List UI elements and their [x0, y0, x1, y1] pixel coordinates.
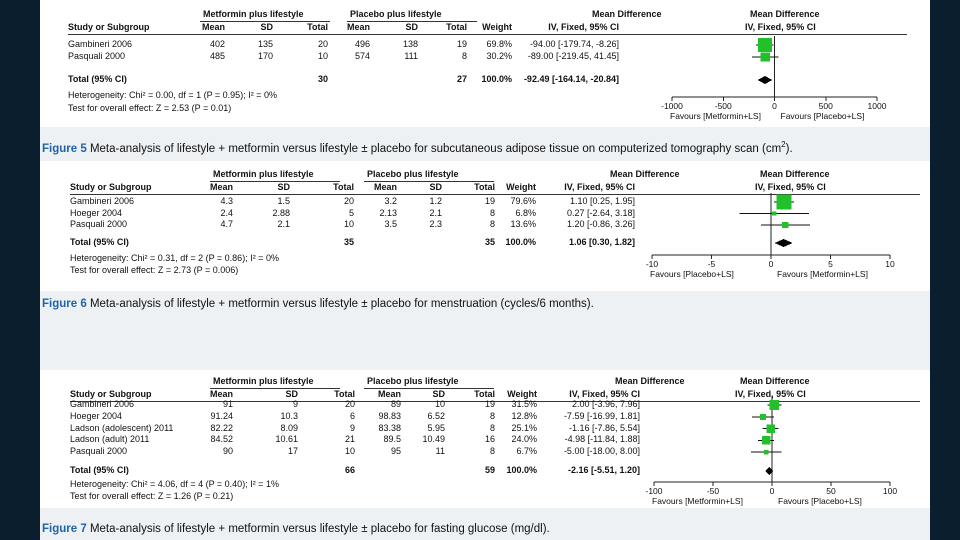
group1-header: Metformin plus lifestyle	[203, 9, 304, 19]
col-header-ci: IV, Fixed, 95% CI	[564, 182, 635, 192]
sd-2-cell: 2.3	[429, 219, 442, 229]
mean-1-cell: 2.4	[220, 207, 233, 218]
total-n1: 35	[343, 237, 354, 247]
sd-1-cell: 10.61	[275, 434, 298, 445]
sd-2-cell: 5.95	[427, 422, 445, 433]
x-axis-tick-label: 0	[772, 101, 777, 111]
col-header-sd-2: SD	[429, 182, 442, 192]
mean-1-cell: 84.52	[210, 434, 233, 445]
overall-effect-text: Test for overall effect: Z = 2.73 (P = 0.006)	[70, 265, 239, 275]
ci-cell: -89.00 [-219.45, 41.45]	[527, 51, 619, 61]
total-ci: -92.49 [-164.14, -20.84]	[523, 74, 619, 84]
ci-cell: 1.20 [-0.86, 3.26]	[566, 219, 635, 229]
total-n1: 66	[344, 465, 355, 475]
total-label: Total (95% CI)	[68, 74, 127, 84]
sd-1-cell: 10.3	[280, 410, 298, 421]
total-2-cell: 19	[484, 399, 495, 409]
total-2-cell: 16	[484, 434, 495, 445]
figure-label: Figure 6	[42, 298, 87, 310]
mean-2-cell: 2.13	[379, 207, 397, 218]
weight-cell: 69.8%	[486, 39, 512, 49]
col-header-forest-ci: IV, Fixed, 95% CI	[755, 182, 826, 192]
col-header-study: Study or Subgroup	[70, 182, 152, 192]
weight-cell: 12.8%	[511, 410, 537, 421]
favours-left-label: Favours [Metformin+LS]	[652, 496, 743, 506]
ci-cell: -5.00 [-18.00, 8.00]	[563, 446, 640, 457]
col-header-weight: Weight	[507, 389, 537, 399]
study-name: Gambineri 2006	[70, 399, 135, 409]
ci-cell: 2.00 [-3.96, 7.96]	[571, 399, 640, 409]
study-point-square	[782, 222, 788, 228]
col-header-sd-1: SD	[285, 389, 298, 399]
col-header-weight: Weight	[482, 22, 512, 32]
mean-1-cell: 91	[222, 399, 233, 409]
total-1-cell: 10	[343, 219, 354, 229]
figure-caption	[42, 523, 550, 535]
study-name: Pasquali 2000	[70, 446, 128, 457]
total-n2: 35	[484, 237, 495, 247]
total-2-cell: 8	[489, 422, 495, 433]
total-1-cell: 5	[348, 207, 354, 218]
pooled-estimate-diamond	[758, 76, 773, 84]
col-header-sd-1: SD	[260, 22, 273, 32]
sd-1-cell: 1.5	[277, 196, 290, 206]
col-header-mean-2: Mean	[373, 182, 397, 192]
col-header-sd-2: SD	[405, 22, 418, 32]
total-2-cell: 8	[489, 446, 495, 457]
col-header-total-1: Total	[333, 182, 354, 192]
sd-1-cell: 8.09	[280, 422, 298, 433]
col-header-total-1: Total	[334, 389, 355, 399]
total-1-cell: 6	[349, 410, 355, 421]
mean-2-cell: 95	[390, 446, 401, 457]
mean-2-cell: 89	[390, 399, 401, 409]
mean-difference-header-forest: Mean Difference	[740, 376, 810, 386]
mean-1-cell: 485	[209, 51, 225, 61]
col-header-mean-2: Mean	[346, 22, 370, 32]
figure-caption-text: Meta-analysis of lifestyle + metformin versus lifestyle ± placebo for subcutaneous adipose tissue on computerized tomography scan (cm	[89, 142, 782, 155]
total-label: Total (95% CI)	[70, 465, 129, 475]
x-axis-tick-label: -50	[706, 486, 720, 496]
total-1-cell: 20	[317, 39, 328, 49]
x-axis-tick-label: -5	[707, 259, 716, 269]
col-header-total-1: Total	[307, 22, 328, 32]
total-n2: 59	[484, 465, 495, 475]
col-header-forest-ci: IV, Fixed, 95% CI	[735, 389, 806, 399]
weight-cell: 79.6%	[510, 196, 536, 206]
study-point-square	[772, 211, 776, 215]
x-axis-tick-label: -100	[645, 486, 663, 496]
mean-1-cell: 4.3	[220, 196, 233, 206]
heterogeneity-text: Heterogeneity: Chi² = 0.00, df = 1 (P = 0.95); I² = 0%	[68, 90, 277, 100]
pooled-estimate-diamond	[775, 239, 793, 247]
ci-cell: -7.59 [-16.99, 1.81]	[563, 410, 640, 421]
group2-header: Placebo plus lifestyle	[350, 9, 442, 19]
col-header-study: Study or Subgroup	[70, 389, 152, 399]
total-2-cell: 19	[456, 39, 467, 49]
col-header-total-2: Total	[474, 389, 495, 399]
forest-plot-svg	[40, 0, 930, 127]
sd-2-cell: 1.2	[429, 196, 442, 206]
favours-right-label: Favours [Metformin+LS]	[777, 269, 868, 279]
figure-label: Figure 7	[42, 523, 87, 535]
total-weight: 100.0%	[505, 237, 536, 247]
study-name: Hoeger 2004	[70, 207, 123, 218]
study-point-square	[770, 400, 780, 410]
total-ci: -2.16 [-5.51, 1.20]	[567, 465, 640, 475]
heterogeneity-text: Heterogeneity: Chi² = 0.31, df = 2 (P = 0.86); I² = 0%	[70, 253, 279, 263]
figure-caption-text: Meta-analysis of lifestyle + metformin versus lifestyle ± placebo for menstruation (cycles/6 months).	[89, 298, 594, 310]
x-axis-tick-label: 5	[828, 259, 833, 269]
group1-header: Metformin plus lifestyle	[213, 169, 314, 179]
sd-1-cell: 2.88	[272, 207, 290, 218]
total-n2: 27	[456, 74, 467, 84]
mean-difference-header: Mean Difference	[610, 169, 680, 179]
weight-cell: 13.6%	[510, 219, 536, 229]
ci-cell: -94.00 [-179.74, -8.26]	[529, 39, 619, 49]
x-axis-tick-label: -1000	[661, 101, 683, 111]
study-point-square	[760, 414, 766, 420]
ci-cell: -4.98 [-11.84, 1.88]	[564, 434, 640, 445]
total-n1: 30	[317, 74, 328, 84]
overall-effect-text: Test for overall effect: Z = 1.26 (P = 0.21)	[70, 491, 234, 501]
col-header-sd-2: SD	[432, 389, 445, 399]
x-axis-tick-label: 1000	[867, 101, 887, 111]
study-name: Ladson (adolescent) 2011	[70, 422, 174, 433]
favours-left-label: Favours [Metformin+LS]	[670, 111, 761, 121]
sd-1-cell: 170	[257, 51, 273, 61]
mean-1-cell: 4.7	[220, 219, 233, 229]
total-label: Total (95% CI)	[70, 237, 129, 247]
total-2-cell: 8	[489, 207, 495, 218]
group1-header: Metformin plus lifestyle	[213, 376, 314, 386]
col-header-total-2: Total	[474, 182, 495, 192]
favours-left-label: Favours [Placebo+LS]	[650, 269, 734, 279]
paper-page	[40, 0, 930, 540]
total-ci: 1.06 [0.30, 1.82]	[568, 237, 635, 247]
mean-2-cell: 89.5	[383, 434, 401, 445]
mean-2-cell: 496	[354, 39, 370, 49]
study-point-square	[762, 436, 770, 444]
mean-1-cell: 82.22	[210, 422, 233, 433]
total-1-cell: 10	[317, 51, 328, 61]
x-axis-tick-label: 50	[826, 486, 836, 496]
sd-1-cell: 17	[287, 446, 298, 457]
mean-difference-header-forest: Mean Difference	[760, 169, 830, 179]
group2-header: Placebo plus lifestyle	[367, 376, 459, 386]
mean-1-cell: 402	[209, 39, 225, 49]
mean-2-cell: 3.5	[384, 219, 397, 229]
x-axis-tick-label: -10	[645, 259, 659, 269]
total-2-cell: 19	[484, 196, 495, 206]
study-point-square	[758, 38, 772, 52]
mean-2-cell: 83.38	[378, 422, 401, 433]
forest-plot-svg	[40, 370, 930, 508]
mean-2-cell: 3.2	[384, 196, 397, 206]
ci-cell: -1.16 [-7.86, 5.54]	[568, 422, 640, 433]
weight-cell: 6.8%	[515, 207, 536, 218]
study-point-square	[761, 52, 770, 61]
sd-2-cell: 111	[404, 51, 418, 61]
x-axis-tick-label: 10	[885, 259, 895, 269]
sd-2-cell: 10.49	[422, 434, 445, 445]
study-name: Hoeger 2004	[70, 410, 123, 421]
total-2-cell: 8	[489, 410, 495, 421]
sd-2-cell: 10	[434, 399, 445, 409]
figure-label: Figure 5	[42, 142, 87, 155]
study-name: Gambineri 2006	[68, 39, 133, 49]
total-1-cell: 10	[344, 446, 355, 457]
x-axis-tick-label: 0	[768, 259, 774, 269]
overall-effect-text: Test for overall effect: Z = 2.53 (P = 0.01)	[68, 103, 232, 113]
col-header-forest-ci: IV, Fixed, 95% CI	[745, 22, 816, 32]
total-1-cell: 20	[343, 196, 354, 206]
mean-1-cell: 90	[222, 446, 233, 457]
study-name: Pasquali 2000	[70, 219, 128, 229]
sd-2-cell: 11	[435, 446, 445, 457]
caption-end: ).	[785, 142, 793, 155]
study-name: Gambineri 2006	[70, 196, 135, 206]
total-1-cell: 9	[349, 422, 355, 433]
sd-2-cell: 138	[402, 39, 418, 49]
weight-cell: 25.1%	[511, 422, 537, 433]
col-header-weight: Weight	[506, 182, 536, 192]
sd-1-cell: 9	[292, 399, 298, 409]
favours-right-label: Favours [Placebo+LS]	[780, 111, 865, 121]
total-1-cell: 21	[344, 434, 355, 445]
total-2-cell: 8	[461, 51, 467, 61]
weight-cell: 6.7%	[516, 446, 537, 457]
sd-1-cell: 135	[257, 39, 273, 49]
col-header-ci: IV, Fixed, 95% CI	[569, 389, 640, 399]
favours-right-label: Favours [Placebo+LS]	[778, 496, 862, 506]
heterogeneity-text: Heterogeneity: Chi² = 4.06, df = 4 (P = 0.40); I² = 1%	[70, 479, 279, 489]
sd-1-cell: 2.1	[277, 219, 290, 229]
col-header-total-2: Total	[446, 22, 467, 32]
study-name: Pasquali 2000	[68, 51, 126, 61]
mean-1-cell: 91.24	[210, 410, 233, 421]
x-axis-tick-label: 0	[769, 486, 775, 496]
col-header-mean-2: Mean	[377, 389, 401, 399]
caption-superscript: 2	[781, 140, 786, 149]
sd-2-cell: 6.52	[427, 410, 445, 421]
x-axis-tick-label: 100	[882, 486, 898, 496]
mean-difference-header-forest: Mean Difference	[750, 9, 820, 19]
col-header-study: Study or Subgroup	[68, 22, 150, 32]
study-point-square	[777, 194, 792, 209]
figure-caption	[42, 298, 594, 310]
mean-2-cell: 574	[354, 51, 370, 61]
study-name: Ladson (adult) 2011	[70, 434, 150, 445]
mean-difference-header: Mean Difference	[592, 9, 662, 19]
col-header-mean-1: Mean	[209, 182, 233, 192]
weight-cell: 30.2%	[486, 51, 512, 61]
mean-difference-header: Mean Difference	[615, 376, 685, 386]
col-header-sd-1: SD	[277, 182, 290, 192]
x-axis-tick-label: 500	[818, 101, 833, 111]
weight-cell: 31.5%	[511, 399, 537, 409]
figure-caption-text: Meta-analysis of lifestyle + metformin versus lifestyle ± placebo for fasting glucose (mg/dl).	[89, 523, 550, 535]
col-header-ci: IV, Fixed, 95% CI	[548, 22, 619, 32]
weight-cell: 24.0%	[511, 434, 537, 445]
total-weight: 100.0%	[481, 74, 512, 84]
sd-2-cell: 2.1	[429, 207, 442, 218]
mean-2-cell: 98.83	[378, 410, 401, 421]
ci-cell: 1.10 [0.25, 1.95]	[569, 196, 635, 206]
study-point-square	[766, 424, 775, 433]
total-1-cell: 20	[344, 399, 355, 409]
group2-header: Placebo plus lifestyle	[367, 169, 459, 179]
x-axis-tick-label: -500	[714, 101, 732, 111]
total-weight: 100.0%	[506, 465, 537, 475]
ci-cell: 0.27 [-2.64, 3.18]	[566, 207, 635, 218]
total-2-cell: 8	[489, 219, 495, 229]
col-header-mean-1: Mean	[201, 22, 225, 32]
study-point-square	[764, 450, 768, 454]
col-header-mean-1: Mean	[209, 389, 233, 399]
figure-caption	[42, 140, 793, 155]
